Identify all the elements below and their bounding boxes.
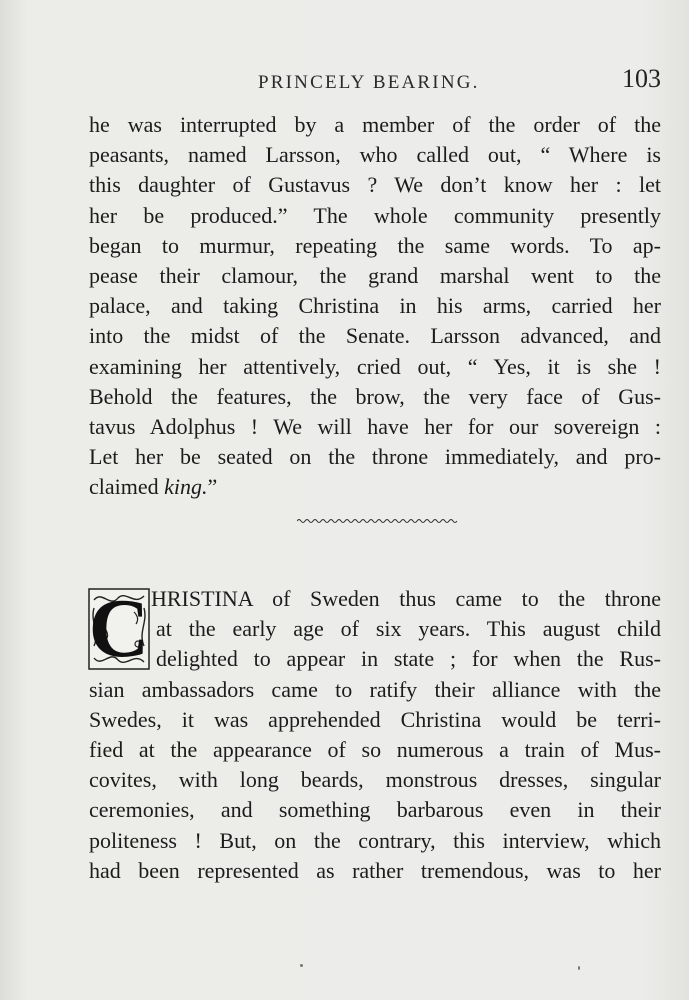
text-line: peasants, named Larsson, who called out, “ Where is (89, 142, 661, 168)
text-line: her be produced.” The whole community presently (89, 202, 661, 228)
wavy-rule-ornament-icon (297, 516, 459, 526)
text-line: covites, with long beards, monstrous dresses, singular (89, 767, 661, 793)
italic-word: king. (164, 474, 208, 500)
text-line: into the midst of the Senate. Larsson advanced, and (89, 323, 661, 349)
text-line: began to murmur, repeating the same words. To ap- (89, 232, 661, 258)
text-line: Swedes, it was apprehended Christina would be terri- (89, 706, 661, 732)
paragraph-2 (89, 584, 661, 886)
paragraph-1 (89, 110, 661, 502)
text-line: sian ambassadors came to ratify their alliance with the (89, 676, 661, 702)
running-title: PRINCELY BEARING. (258, 72, 480, 93)
text-fragment: claimed (89, 474, 165, 500)
text-line: Behold the features, the brow, the very face of Gus- (89, 383, 661, 409)
text-line: this daughter of Gustavus ? We don’t know her : let (89, 172, 661, 198)
text-line: pease their clamour, the grand marshal went to the (89, 262, 661, 288)
page-number: 103 (622, 64, 661, 93)
page-header (0, 64, 689, 98)
dropcap-letter: C (88, 582, 150, 675)
text-line: fied at the appearance of so numerous a train of Mus- (89, 736, 661, 762)
paper-speck (300, 964, 303, 967)
text-line: palace, and taking Christina in his arms, carried her (89, 293, 661, 319)
text-line-last (89, 472, 661, 502)
text-line: had been represented as rather tremendous, was to her (89, 857, 661, 883)
text-line: HRISTINA of Sweden thus came to the throne (151, 586, 661, 611)
paper-speck (578, 966, 580, 970)
text-line: at the early age of six years. This august child (156, 616, 661, 642)
text-line: examining her attentively, cried out, “ Yes, it is she ! (89, 353, 661, 379)
text-line: politeness ! But, on the contrary, this interview, which (89, 827, 661, 853)
text-line: ceremonies, and something barbarous even in their (89, 797, 661, 823)
text-fragment: ” (207, 474, 218, 500)
text-line: delighted to appear in state ; for when the Rus- (156, 646, 661, 672)
text-line: he was interrupted by a member of the order of the (89, 112, 661, 137)
text-line: Let her be seated on the throne immediately, and pro- (89, 444, 661, 470)
text-line: tavus Adolphus ! We will have her for our sovereign : (89, 413, 661, 439)
